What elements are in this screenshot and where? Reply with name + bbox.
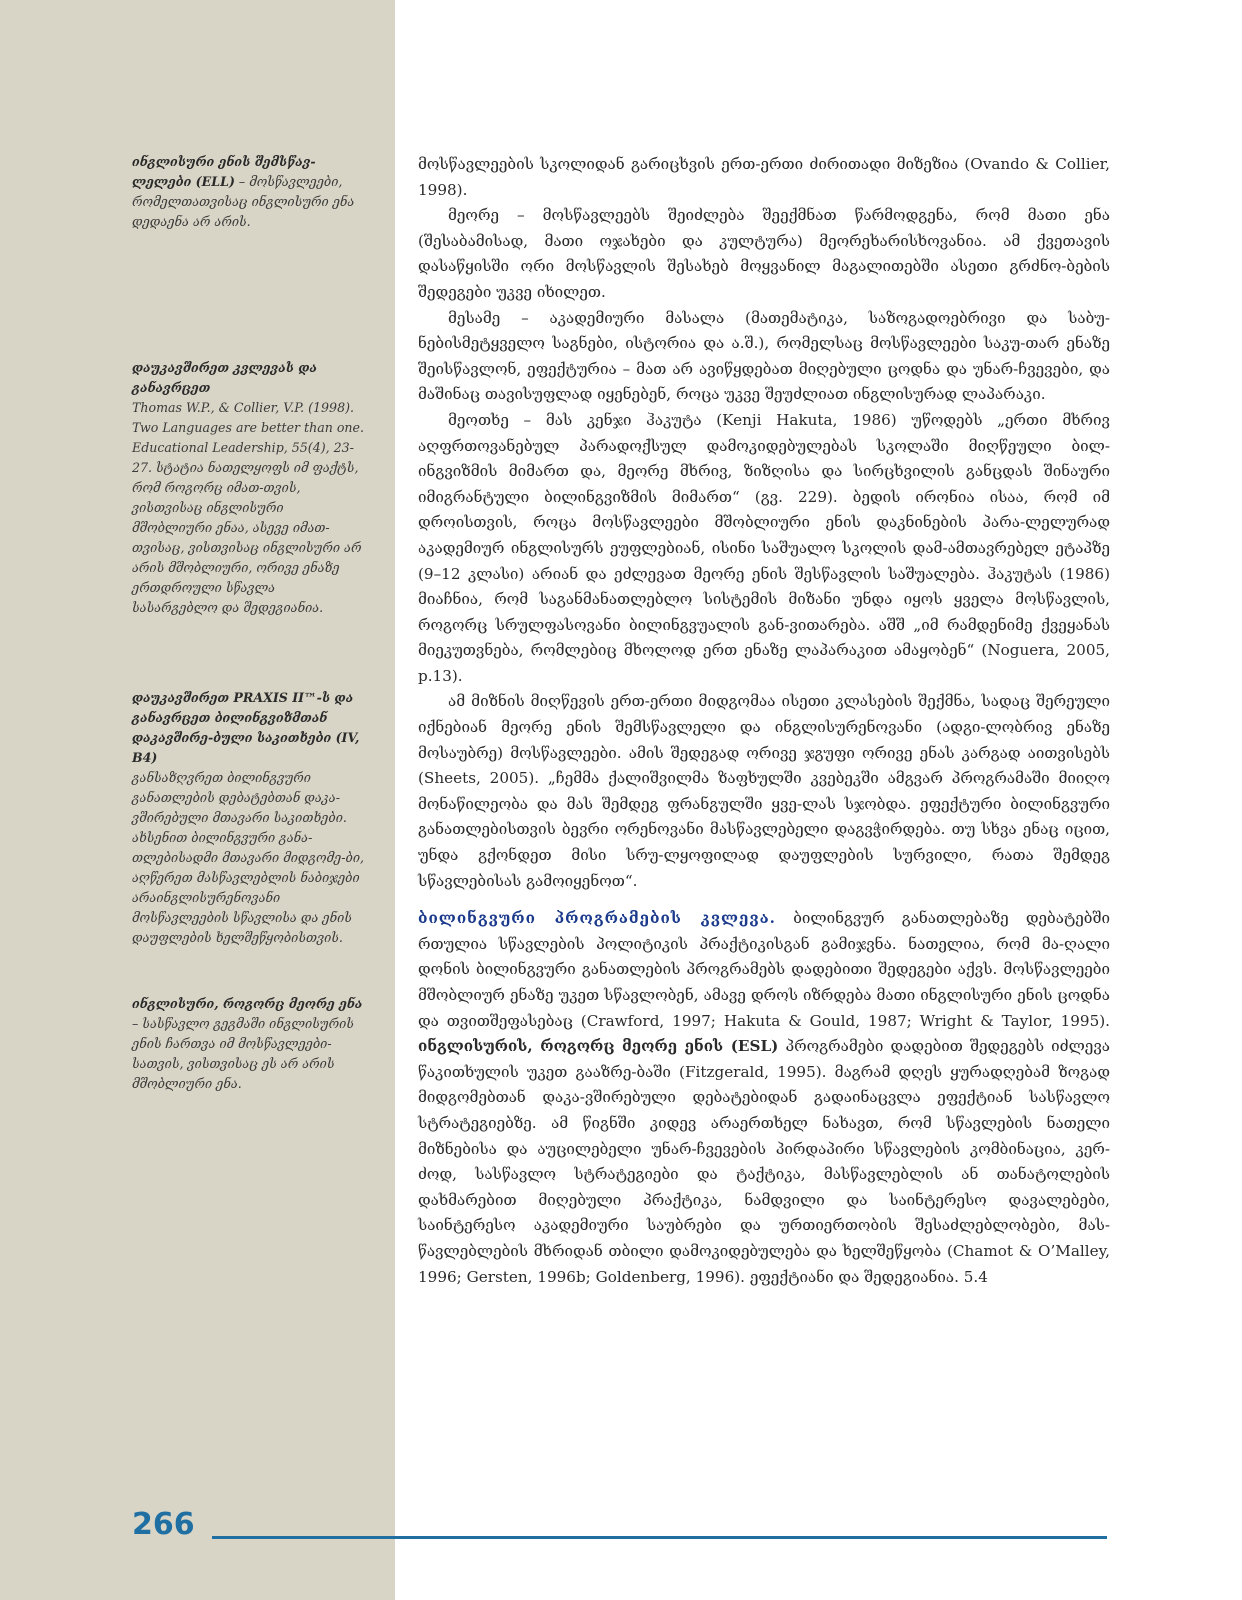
paragraph: მესამე – აკადემიური მასალა (მათემატიკა, საზოგადოებრივი და საბუ-ნებისმეტყველო საგნები, ისტორია და ა.შ.), რომელსაც მოსწავლეები საკუ-თარ ენაზე შეისწავლონ, ეფექტურია – მათ არ ავიწყდებათ მიღებული ცოდნა და უნარ-ჩვევები, და მაშინაც თავისუფლად იყენებენ, როცა უკვე შეუძლიათ ინგლისურად ლაპარაკი. [418, 308, 1110, 404]
note-text: განსაზღვრეთ ბილინგვური განათლების დებატებთან დაკა-ვშირებული მთავარი საკითხები. ახსენით ბილინგვური განა-თლებისადმი მთავარი მიდგომე-ბი, აღწერეთ მასწავლებლის ნაბიჯები არაინგლისურენოვანი მოსწავლეების სწავლისა და ენის დაუფლების ხელშეწყობისთვის. [132, 770, 364, 945]
paragraph: მოსწავლეების სკოლიდან გარიცხვის ერთ-ერთი ძირითადი მიზეზია (Ovando & Collier, 1998). [418, 155, 1110, 199]
paragraph: მეოთხე – მას კენჯი ჰაკუტა (Kenji Hakuta, 1986) უწოდებს „ერთი მხრივ აღფრთოვანებულ პარადოქსულ დამოკიდებულებას სკოლაში მიღწეული ბილ-ინგვიზმის მიმართ და, მეორე მხრივ, ზიზღისა და სირცხვილის განცდას შინაური იმიგრანტული ბილინგვიზმის მიმართ“ (გვ. 229). ბედის ირონია ისაა, რომ იმ დროისთვის, როცა მოსწავლეები მშობლიური ენის დაკნინების პარა-ლელურად აკადემიურ ინგლისურს ეუფლებიან, ისინი საშუალო სკოლის დამ-ამთავრებელ ეტაპზე (9–12 კლასი) არიან და ეძლევათ მეორე ენის შესწავლის საშუალება. ჰაკუტას (1986) მიაჩნია, რომ საგანმანათლებლო სისტემის მიზანი უნდა იყოს ყველა მოსწავლის, როგორც სრულფასოვანი ბილინგვუალის გან-ვითარება. აშშ „იმ რამდენიმე ქვეყანას მიეკუთვნება, რომლებიც მხოლოდ ერთ ენაზე ლაპარაკით ამაყობენ“ (Noguera, 2005, p.13). [418, 410, 1110, 685]
paragraph: ამ მიზნის მიღწევის ერთ-ერთი მიდგომაა ისეთი კლასების შექმნა, სადაც შერეული იქნებიან მეორე ენის შემსწავლელი და ინგლისურენოვანი (ადგი-ლობრივ ენაზე მოსაუბრე) მოსწავლეები. ამის შედეგად ორივე ჯგუფი ორივე ენას კარგად აითვისებს (Sheets, 2005). „ჩემმა ქალიშვილმა ზაფხულში კვებეკში ამგვარ პროგრამაში მიიღო მონაწილეობა და მას შემდეგ ფრანგულში ყვე-ლას სჯობდა. ეფექტური ბილინგვური განათლებისთვის ბევრი ორენოვანი მასწავლებელი დაგვჭირდება. თუ სხვა ენაც იცით, უნდა გქონდეთ მისი სრუ-ლყოფილად დაუფლების სურვილი, რათა შემდეგ სწავლებისას გამოიყენოთ“. [418, 692, 1110, 890]
section-heading: ბილინგვური პროგრამების კვლევა. [418, 909, 776, 928]
note-term: ინგლისური ენის შემსწავ-ლელები (ELL) [132, 154, 316, 189]
note-title: დაუკავშირეთ PRAXIS II™-ს და განავრცეთ ბილინგვიზმთან დაკავშირე-ბული საკითხები (IV, B4) [132, 690, 360, 765]
page-number: 266 [132, 1507, 195, 1542]
section-text: პროგრამები დადებით შედეგებს იძლევა წაკითხულის უკეთ გააზრე-ბაში (Fitzgerald, 1995). მაგრამ დღეს ყურადღებამ ზოგად მიდგომებთან დაკა-ვშირებული დებატებიდან გადაინაცვლა ეფექტიან სასწავლო სტრატეგიებზე. ამ წიგნში კიდევ არაერთხელ ნახავთ, რომ სწავლების ნათელი მიზნებისა და აუცილებელი უნარ-ჩვევების პირდაპირი სწავლების კომბინაცია, კერ-ძოდ, სასწავლო სტრატეგიები და ტაქტიკა, მასწავლებლის ან თანატოლების დახმარებით მიღებული პრაქტიკა, ნამდვილი და საინტერესო დავალებები, საინტერესო აკადემიური საუბრები და ურთიერთობის შესაძლებლობები, მას-წავლებლების მხრიდან თბილი დამოკიდებულება და ხელშეწყობა (Chamot & O’Malley, 1996; Gersten, 1996b; Goldenberg, 1996). ეფექტიანი და შედეგიანია. 5.4 [418, 1037, 1110, 1286]
main-text [418, 152, 1110, 1290]
note-text: Thomas W.P., & Collier, V.P. (1998). Two Languages are better than one. Educational Leadership, 55(4), 23-27. სტატია ნათელყოფს იმ ფაქტს, რომ როგორც იმათ-თვის, ვისთვისაც ინგლისური მშობლიური ენაა, ასევე იმათ-თვისაც, ვისთვისაც ინგლისური არ არის მშობლიური, ორივე ენაზე ერთდროული სწავლა სასარგებლო და შედეგიანია. [132, 400, 365, 615]
note-text: – სასწავლო გეგმაში ინგლისურის ენის ჩართვა იმ მოსწავლეები-სათვის, ვისთვისაც ეს არ არის მშობლიური ენა. [132, 1016, 354, 1091]
paragraph: მეორე – მოსწავლეებს შეიძლება შეექმნათ წარმოდგენა, რომ მათი ენა (შესაბამისად, მათი ოჯახები და კულტურა) მეორეხარისხოვანია. ამ ქვეთავის დასაწყისში ორი მოსწავლის შესახებ მოყვანილ მაგალითებში ასეთი გრძნო-ბების შედეგები უკვე იხილეთ. [418, 206, 1110, 301]
note-text: – მოსწავლეები, რომელთათვისაც ინგლისური ენა დედაენა არ არის. [132, 174, 355, 229]
margin-note-praxis [132, 688, 364, 948]
section-text: ბილინგვურ განათლებაზე დებატებში რთულია სწავლების პოლიტიკის პრაქტიკისგან გამიჯვნა. ნათელია, რომ მა-ღალი დონის ბილინგვური განათლების პროგრამებს დადებითი შედეგები აქვს. მოსწავლეები მშობლიურ ენაზე უკეთ სწავლობენ, ამავე დროს იზრდება მათი ინგლისური ენის ცოდნა და თვითშეფასებაც (Crawford, 1997; Hakuta & Gould, 1987; Wright & Taylor, 1995). [418, 909, 1110, 1030]
section-paragraph [418, 906, 1110, 1290]
note-term: ინგლისური, როგორც მეორე ენა [132, 996, 363, 1011]
margin-note-esl [132, 994, 364, 1094]
margin-note-ell [132, 152, 364, 232]
footer-rule [212, 1536, 1107, 1539]
key-term: ინგლისურის, როგორც მეორე ენის (ESL) [418, 1037, 779, 1056]
note-title: დაუკავშირეთ კვლევას და განავრცეთ [132, 360, 318, 395]
margin-note-research [132, 358, 364, 618]
